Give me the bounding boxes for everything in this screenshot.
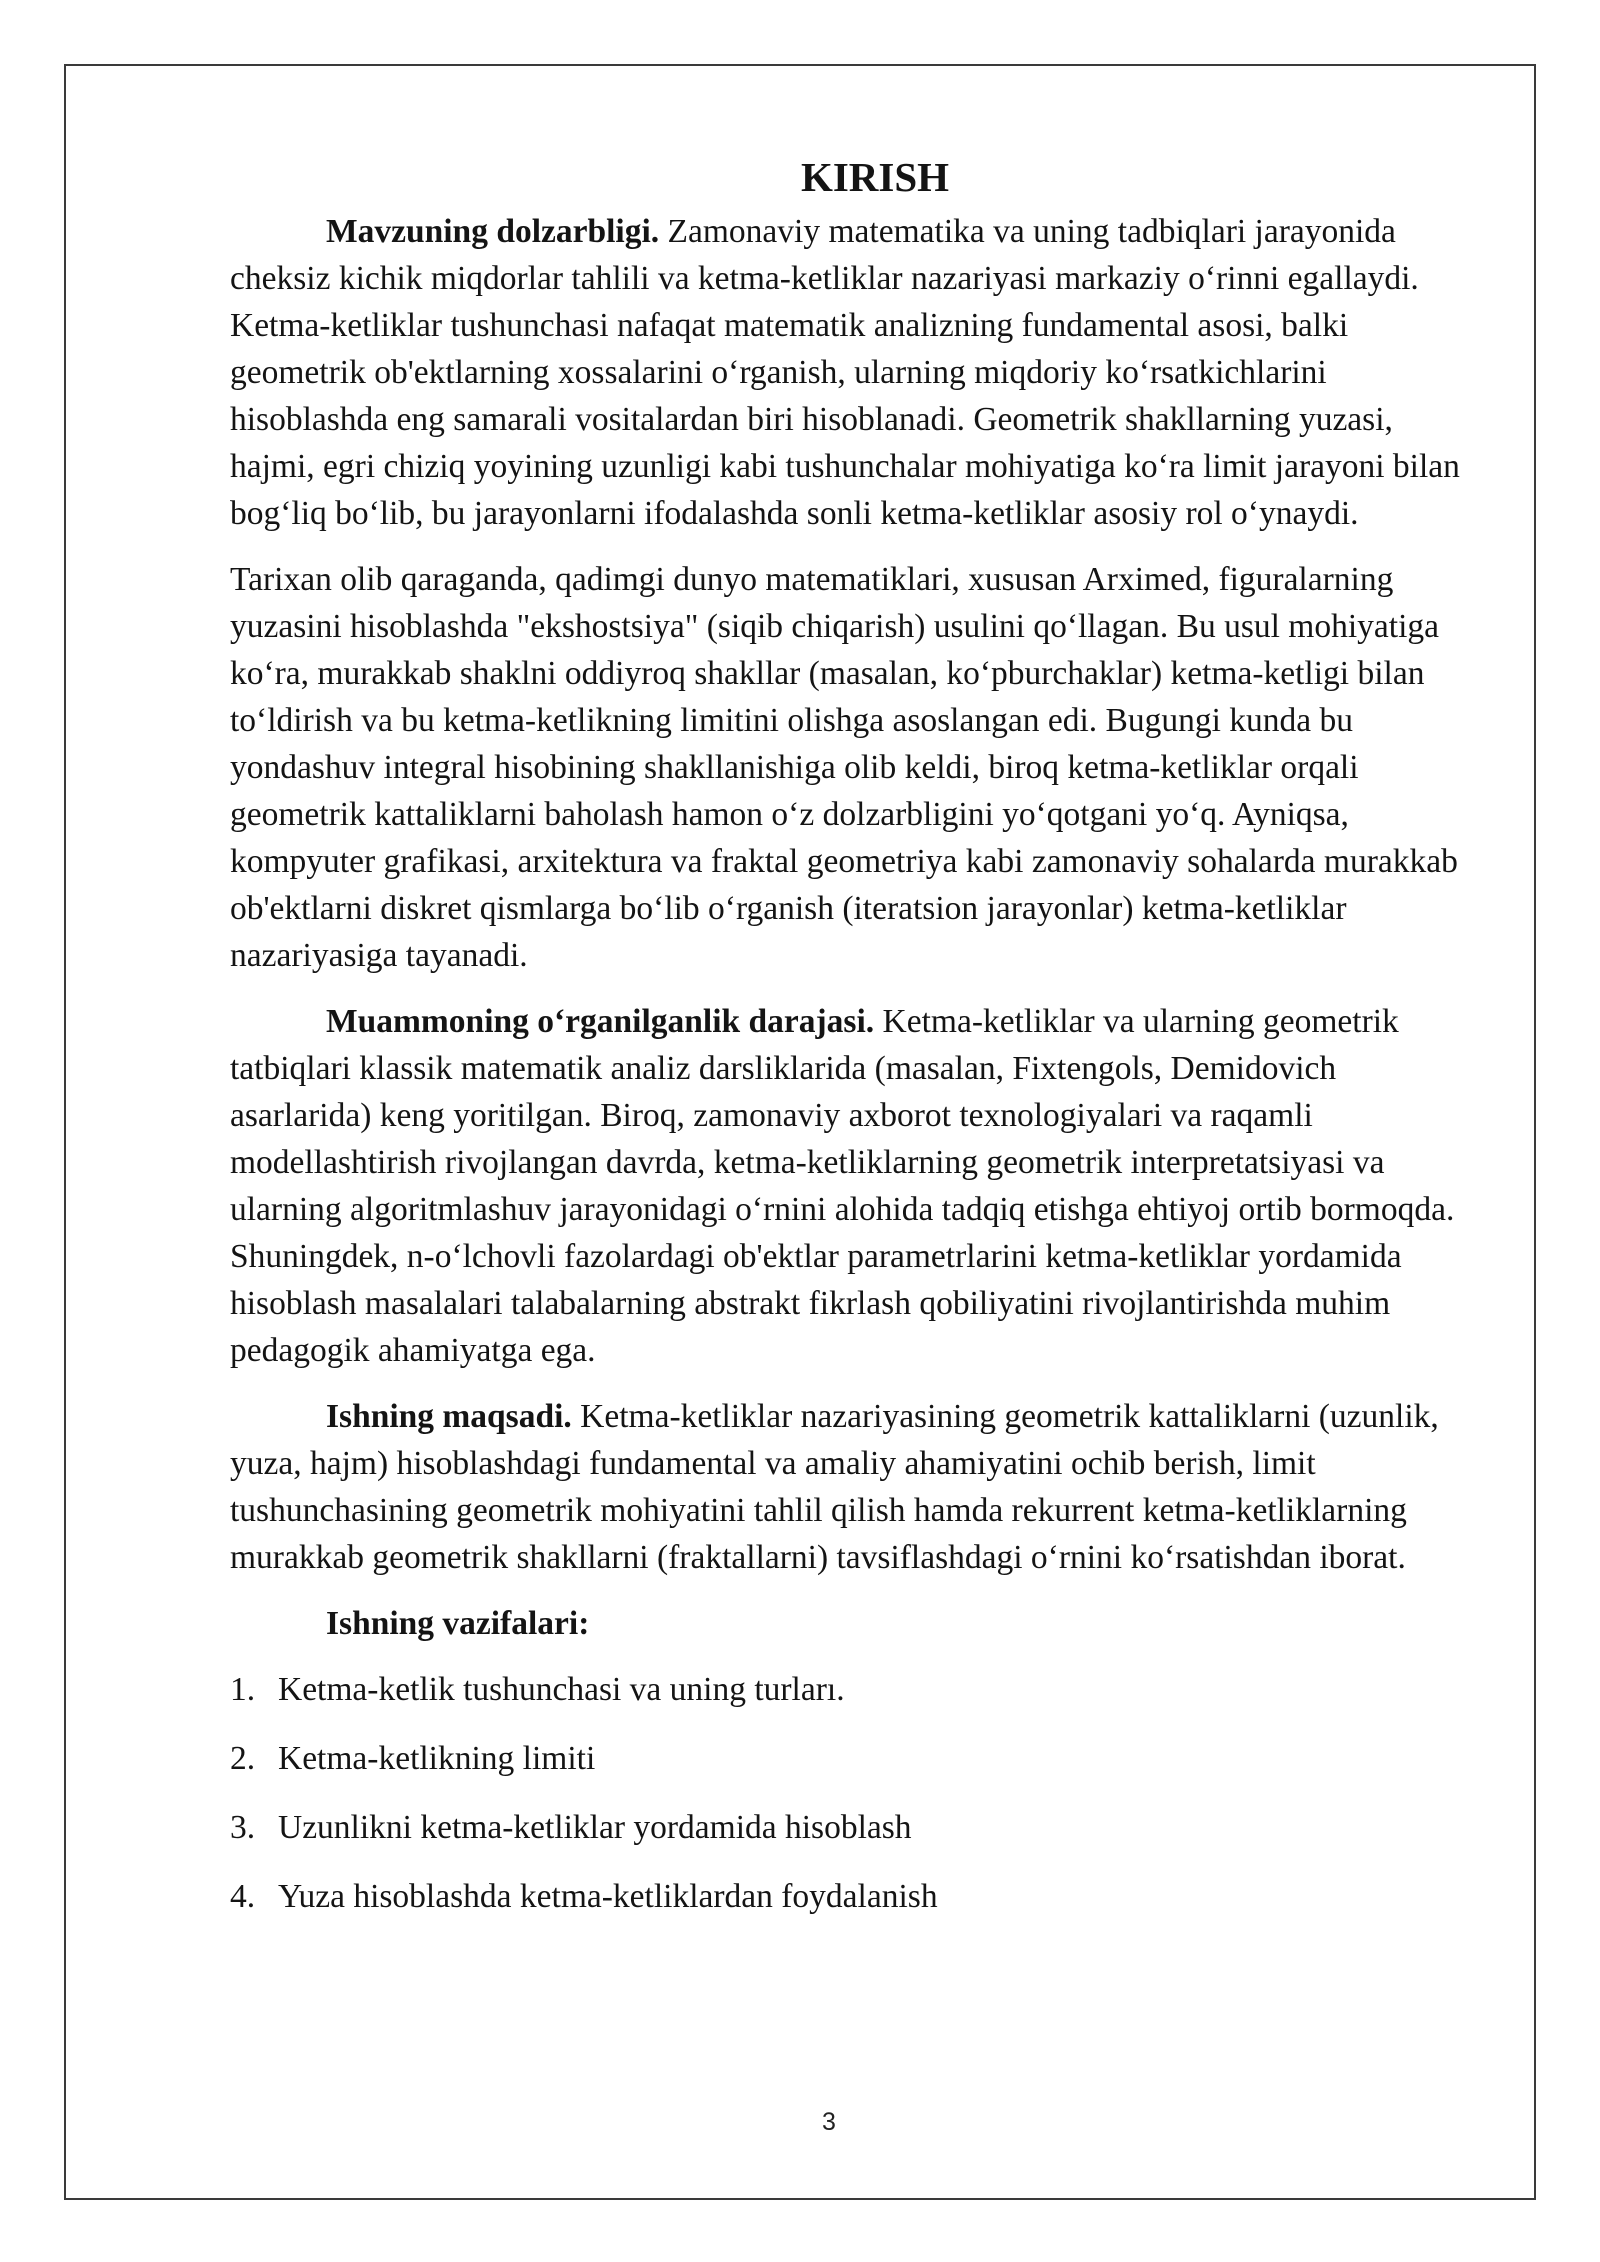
paragraph-text: Ketma-ketliklar va ularning geometrik tatbiqlari klassik matematik analiz darsliklarida (masalan, Fixtengols, Demidovich asarlarida) keng yoritilgan. Biroq, zamonaviy axborot texnologiyalari va raqamli modellashtirish rivojlangan davrda, ketma-ketliklarning geometrik interpretatsiyasi va ularning algoritmlashuv jarayonidagi o‘rnini alohida tadqiq etishga ehtiyoj ortib bormoqda. Shuningdek, n-o‘lchovli fazolardagi ob'ektlar parametrlarini ketma-ketliklar yordamida hisoblash masalalari talabalarning abstrakt fikrlash qobiliyatini rivojlantirishda muhim pedagogik ahamiyatga ega. <box>230 1003 1455 1369</box>
list-item-text: Uzunlikni ketma-ketliklar yordamida hisoblash <box>278 1809 912 1846</box>
paragraph-lead: Mavzuning dolzarbligi. <box>326 213 660 250</box>
paragraph-text: Ketma-ketliklar nazariyasining geometrik kattaliklarni (uzunlik, yuza, hajm) hisoblashdagi fundamental va amaliy ahamiyatini ochib berish, limit tushunchasining geometrik mohiyatini tahlil qilish hamda rekurrent ketma-ketliklarning murakkab geometrik shakllarni (fraktallarni) tavsiflashdagi o‘rnini ko‘rsatishdan iborat. <box>230 1398 1439 1576</box>
tasks-heading: Ishning vazifalari: <box>326 1605 590 1642</box>
document-body <box>230 150 1480 1942</box>
list-item-number: 1. <box>230 1671 256 1708</box>
task-list <box>230 1666 1480 1920</box>
list-item <box>230 1666 1480 1713</box>
list-item-text: Yuza hisoblashda ketma-ketliklardan foydalanish <box>278 1878 938 1915</box>
list-item-text: Ketma-ketlik tushunchasi va uning turları. <box>278 1671 845 1708</box>
paragraph-study-level <box>230 998 1480 1374</box>
paragraph-goal <box>230 1393 1480 1581</box>
page-number: 3 <box>822 2108 836 2136</box>
list-item <box>230 1735 1480 1782</box>
paragraph-history <box>230 556 1480 979</box>
paragraph-text: Tarixan olib qaraganda, qadimgi dunyo matematiklari, xususan Arximed, figuralarning yuzasini hisoblashda "ekshostsiya" (siqib chiqarish) usulini qo‘llagan. Bu usul mohiyatiga ko‘ra, murakkab shaklni oddiyroq shakllar (masalan, ko‘pburchaklar) ketma-ketligi bilan to‘ldirish va bu ketma-ketlikning limitini olishga asoslangan edi. Bugungi kunda bu yondashuv integral hisobining shakllanishiga olib keldi, biroq ketma-ketliklar orqali geometrik kattaliklarni baholash hamon o‘z dolzarbligini yo‘qotgani yo‘q. Ayniqsa, kompyuter grafikasi, arxitektura va fraktal geometriya kabi zamonaviy sohalarda murakkab ob'ektlarni diskret qismlarga bo‘lib o‘rganish (iteratsion jarayonlar) ketma-ketliklar nazariyasiga tayanadi. <box>230 561 1458 974</box>
paragraph-lead: Ishning maqsadi. <box>326 1398 572 1435</box>
list-item-number: 2. <box>230 1740 256 1777</box>
paragraph-relevance <box>230 208 1480 537</box>
list-item-text: Ketma-ketlikning limiti <box>278 1740 596 1777</box>
section-title: KIRISH <box>800 154 950 200</box>
paragraph-lead: Muammoning o‘rganilganlik darajasi. <box>326 1003 875 1040</box>
paragraph-text: Zamonaviy matematika va uning tadbiqlari jarayonida cheksiz kichik miqdorlar tahlili va ketma-ketliklar nazariyasi markaziy o‘rinni egallaydi. Ketma-ketliklar tushunchasi nafaqat matematik analizning fundamental asosi, balki geometrik ob'ektlarning xossalarini o‘rganish, ularning miqdoriy ko‘rsatkichlarini hisoblashda eng samarali vositalardan biri hisoblanadi. Geometrik shakllarning yuzasi, hajmi, egri chiziq yoyining uzunligi kabi tushunchalar mohiyatiga ko‘ra limit jarayoni bilan bog‘liq bo‘lib, bu jarayonlarni ifodalashda sonli ketma-ketliklar asosiy rol o‘ynaydi. <box>230 213 1460 532</box>
list-item <box>230 1873 1480 1920</box>
list-item <box>230 1804 1480 1851</box>
list-item-number: 4. <box>230 1878 256 1915</box>
list-item-number: 3. <box>230 1809 256 1846</box>
